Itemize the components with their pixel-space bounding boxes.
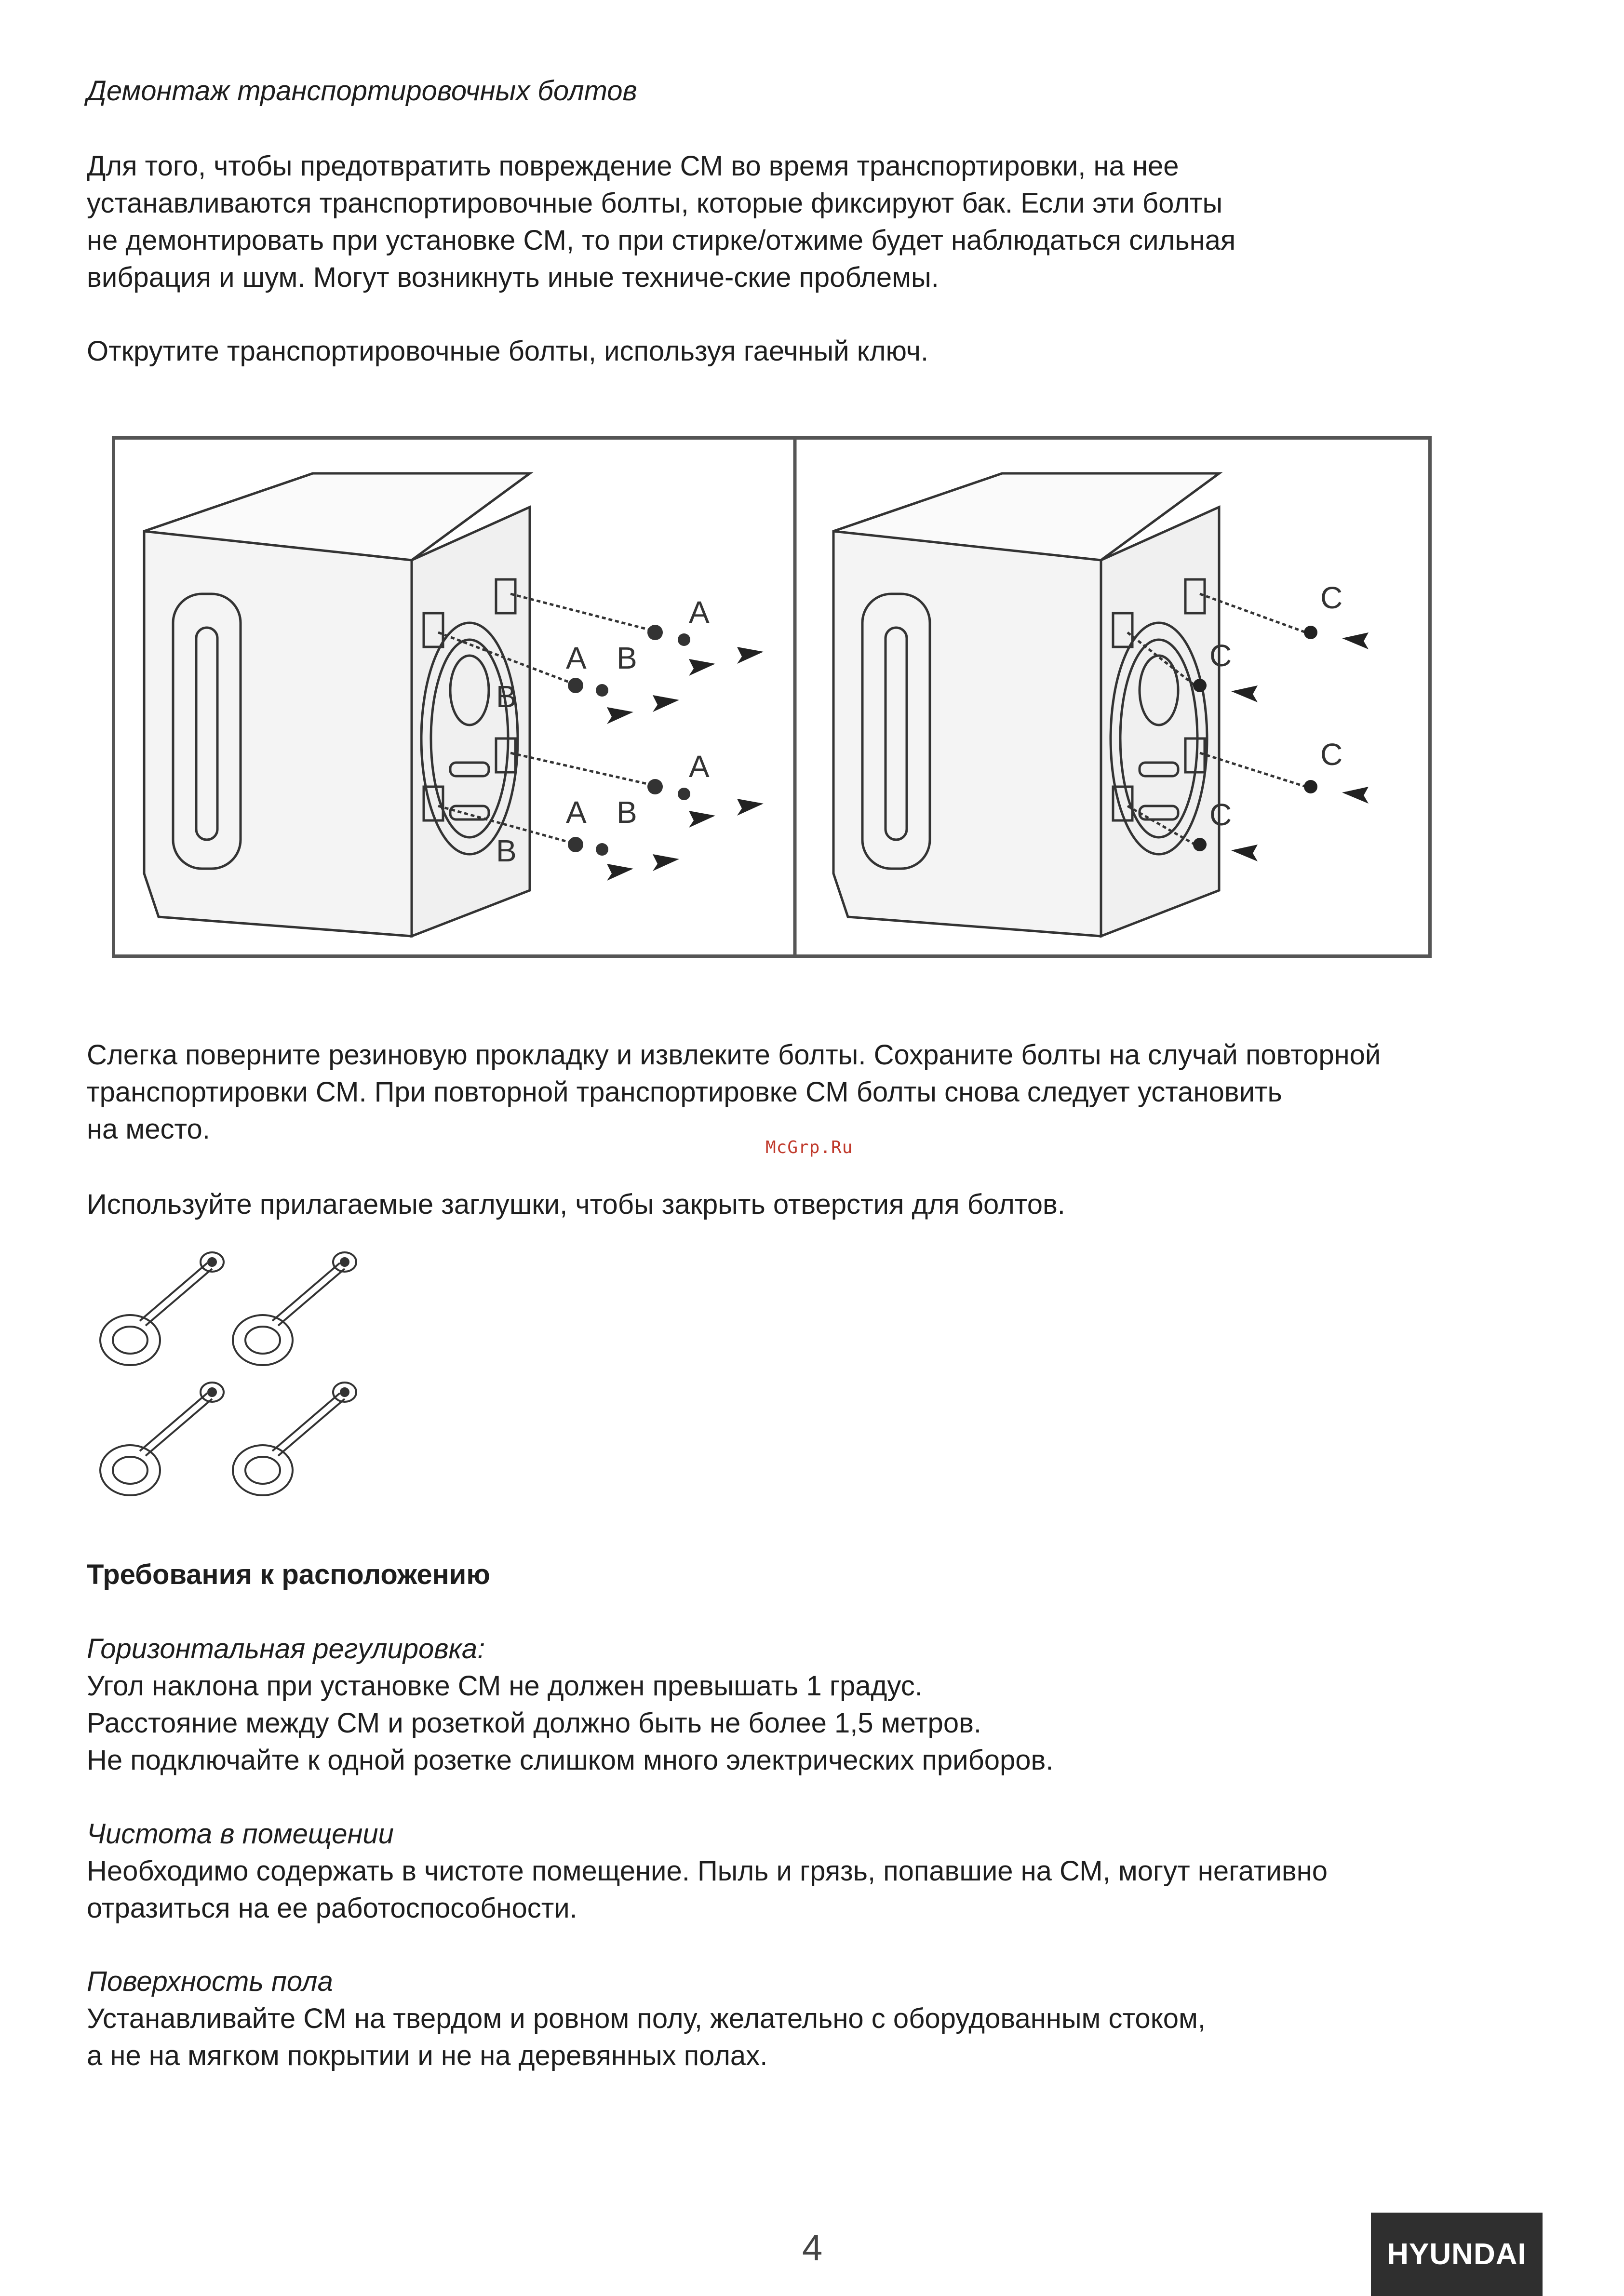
cleanliness-section xyxy=(87,1815,1328,1927)
label-a: A xyxy=(689,749,710,784)
arrows-right xyxy=(1231,632,1369,861)
floor-section xyxy=(87,1963,1206,2074)
horizontal-line: Угол наклона при установке СМ не должен превышать 1 градус. xyxy=(87,1670,923,1702)
floor-line: Устанавливайте СМ на твердом и ровном полу, желательно с оборудованным стоком, xyxy=(87,2003,1206,2034)
horizontal-section xyxy=(87,1630,1053,1779)
label-b: B xyxy=(617,641,637,675)
label-a: A xyxy=(566,795,587,830)
intro-line: не демонтировать при установке СМ, то при стирке/отжиме будет наблюдаться сильная xyxy=(87,225,1236,256)
plug-cap xyxy=(233,1383,356,1495)
bolt-removal-figure xyxy=(112,436,1432,958)
remove-line: транспортировки СМ. При повторной транспортировке СМ болты снова следует установить xyxy=(87,1076,1282,1108)
cleanliness-title: Чистота в помещении xyxy=(87,1818,394,1850)
arrows-left xyxy=(607,647,764,881)
intro-line: вибрация и шум. Могут возникнуть иные техниче-ские проблемы. xyxy=(87,262,939,293)
plugs-instruction: Используйте прилагаемые заглушки, чтобы закрыть отверстия для болтов. xyxy=(87,1189,1065,1220)
label-c: C xyxy=(1320,580,1343,615)
label-c: C xyxy=(1209,638,1232,673)
label-a: A xyxy=(689,595,710,630)
labels-right xyxy=(1209,580,1342,832)
brand-logo: HYUNDAI xyxy=(1371,2213,1543,2296)
label-b: B xyxy=(617,795,637,830)
washer-left xyxy=(144,473,660,936)
requirements-heading: Требования к расположению xyxy=(87,1559,490,1590)
label-c: C xyxy=(1209,797,1232,832)
remove-line: на место. xyxy=(87,1114,210,1145)
bolt-removal-illustration xyxy=(115,440,1428,954)
plug-caps-illustration xyxy=(92,1244,386,1518)
floor-title: Поверхность пола xyxy=(87,1966,333,1997)
intro-line: устанавливаются транспортировочные болты, которые фиксируют бак. Если эти болты xyxy=(87,188,1223,219)
label-a: A xyxy=(566,641,587,675)
plug-cap xyxy=(100,1252,224,1365)
horizontal-line: Не подключайте к одной розетке слишком много электрических приборов. xyxy=(87,1745,1054,1776)
label-b: B xyxy=(496,833,517,868)
horizontal-title: Горизонтальная регулировка: xyxy=(87,1633,485,1665)
remove-bolts-paragraph xyxy=(87,1036,1381,1148)
cleanliness-line: отразиться на ее работоспособности. xyxy=(87,1893,577,1924)
plug-cap xyxy=(233,1252,356,1365)
floor-line: а не на мягком покрытии и не на деревянных полах. xyxy=(87,2040,768,2071)
intro-paragraph xyxy=(87,148,1235,296)
watermark: McGrp.Ru xyxy=(765,1138,853,1157)
remove-line: Слегка поверните резиновую прокладку и извлеките болты. Сохраните болты на случай повторной xyxy=(87,1039,1381,1071)
horizontal-line: Расстояние между СМ и розеткой должно быть не более 1,5 метров. xyxy=(87,1707,981,1739)
label-b: B xyxy=(496,679,517,714)
washer-right xyxy=(833,473,1306,936)
intro-line: Для того, чтобы предотвратить повреждение СМ во время транспортировки, на нее xyxy=(87,150,1179,182)
plug-cap xyxy=(100,1383,224,1495)
label-c: C xyxy=(1320,737,1343,772)
unscrew-instruction: Открутите транспортировочные болты, используя гаечный ключ. xyxy=(87,336,929,367)
section-title: Демонтаж транспортировочных болтов xyxy=(87,75,637,107)
cleanliness-line: Необходимо содержать в чистоте помещение. Пыль и грязь, попавшие на СМ, могут негативно xyxy=(87,1855,1328,1887)
page-number: 4 xyxy=(802,2228,823,2269)
